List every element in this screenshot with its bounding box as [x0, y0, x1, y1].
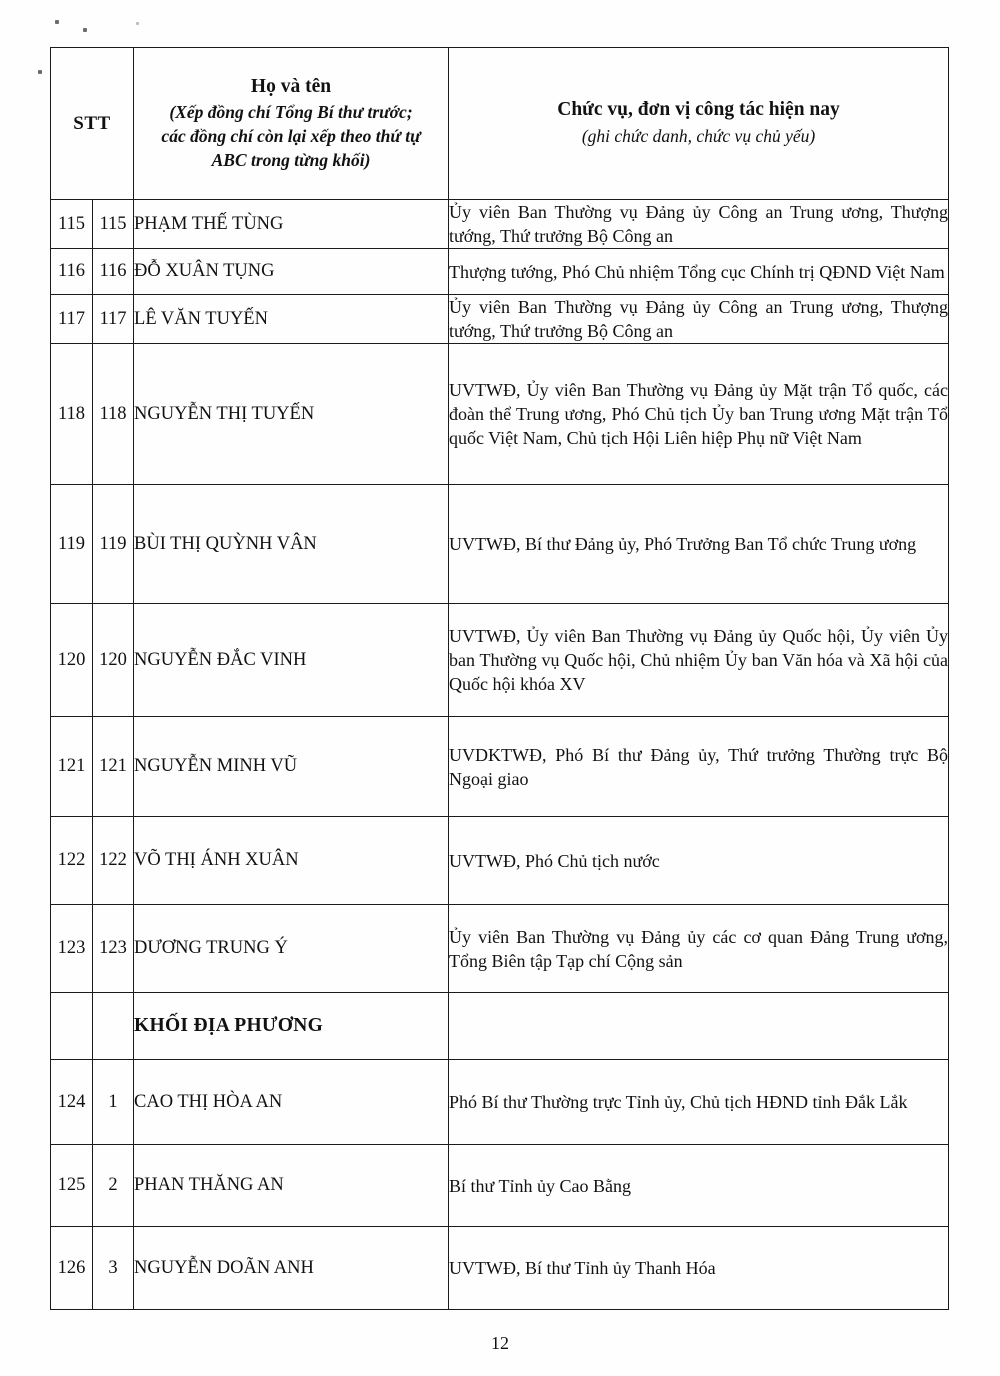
table-row — [51, 905, 949, 993]
section-header-row — [51, 993, 949, 1060]
table-row — [51, 200, 949, 249]
scan-speck — [55, 20, 59, 24]
row-name: ĐỖ XUÂN TỤNG — [134, 249, 449, 295]
row-stt: 125 — [51, 1145, 93, 1227]
table-header-row — [51, 48, 949, 200]
row-number: 3 — [93, 1227, 134, 1310]
table-row — [51, 1227, 949, 1310]
row-stt: 121 — [51, 717, 93, 817]
table-row — [51, 344, 949, 485]
row-name: NGUYỄN DOÃN ANH — [134, 1227, 449, 1310]
table-row — [51, 1060, 949, 1145]
row-name: BÙI THỊ QUỲNH VÂN — [134, 485, 449, 604]
row-number: 2 — [93, 1145, 134, 1227]
header-cell-stt — [51, 48, 134, 200]
row-stt: 124 — [51, 1060, 93, 1145]
scan-speck — [136, 22, 139, 25]
header-role-note: (ghi chức danh, chức vụ chủ yếu) — [581, 126, 816, 147]
row-name: LÊ VĂN TUYẾN — [134, 295, 449, 344]
table-row — [51, 1145, 949, 1227]
table-row — [51, 295, 949, 344]
row-name: NGUYỄN THỊ TUYẾN — [134, 344, 449, 485]
row-role: UVTWĐ, Bí thư Tỉnh ủy Thanh Hóa — [449, 1227, 949, 1310]
table-row — [51, 604, 949, 717]
row-role: Ủy viên Ban Thường vụ Đảng ủy Công an Trung ương, Thượng tướng, Thứ trưởng Bộ Công an — [449, 200, 949, 249]
row-number: 122 — [93, 817, 134, 905]
row-stt: 123 — [51, 905, 93, 993]
row-number: 117 — [93, 295, 134, 344]
row-stt: 116 — [51, 249, 93, 295]
table-row — [51, 717, 949, 817]
row-name: CAO THỊ HÒA AN — [134, 1060, 449, 1145]
row-name: DƯƠNG TRUNG Ý — [134, 905, 449, 993]
row-name: NGUYỄN ĐẮC VINH — [134, 604, 449, 717]
row-stt: 126 — [51, 1227, 93, 1310]
header-cell-name — [134, 48, 449, 200]
row-stt: 122 — [51, 817, 93, 905]
row-role: UVTWĐ, Bí thư Đảng ủy, Phó Trưởng Ban Tổ chức Trung ương — [449, 485, 949, 604]
row-name: PHẠM THẾ TÙNG — [134, 200, 449, 249]
row-role: Phó Bí thư Thường trực Tỉnh ủy, Chủ tịch HĐND tỉnh Đắk Lắk — [449, 1060, 949, 1145]
page-number: 12 — [491, 1333, 509, 1353]
header-name-note-line3: ABC trong từng khối) — [211, 150, 371, 171]
header-role-title: Chức vụ, đơn vị công tác hiện nay — [557, 99, 840, 121]
section-row-stt-empty — [51, 993, 93, 1060]
row-number: 1 — [93, 1060, 134, 1145]
header-cell-role — [449, 48, 949, 200]
row-stt: 119 — [51, 485, 93, 604]
row-number: 116 — [93, 249, 134, 295]
header-name-note-line1: (Xếp đồng chí Tổng Bí thư trước; — [169, 101, 413, 122]
row-role: Ủy viên Ban Thường vụ Đảng ủy Công an Trung ương, Thượng tướng, Thứ trưởng Bộ Công an — [449, 295, 949, 344]
row-number: 115 — [93, 200, 134, 249]
row-stt: 120 — [51, 604, 93, 717]
row-number: 118 — [93, 344, 134, 485]
row-stt: 118 — [51, 344, 93, 485]
row-number: 123 — [93, 905, 134, 993]
header-name-note-line2: các đồng chí còn lại xếp theo thứ tự — [161, 125, 421, 146]
row-stt: 117 — [51, 295, 93, 344]
row-number: 119 — [93, 485, 134, 604]
section-row-role-empty — [449, 993, 949, 1060]
section-row-number-empty — [93, 993, 134, 1060]
header-stt-label: STT — [73, 112, 111, 134]
table-row — [51, 249, 949, 295]
row-role: Thượng tướng, Phó Chủ nhiệm Tổng cục Chính trị QĐND Việt Nam — [449, 249, 949, 295]
row-role: UVDKTWĐ, Phó Bí thư Đảng ủy, Thứ trưởng Thường trực Bộ Ngoại giao — [449, 717, 949, 817]
row-name: PHAN THĂNG AN — [134, 1145, 449, 1227]
table-row — [51, 485, 949, 604]
row-role: Ủy viên Ban Thường vụ Đảng ủy các cơ quan Đảng Trung ương, Tổng Biên tập Tạp chí Cộng sản — [449, 905, 949, 993]
scan-speck — [83, 28, 87, 32]
section-title: KHỐI ĐỊA PHƯƠNG — [134, 993, 449, 1060]
row-number: 120 — [93, 604, 134, 717]
row-role: UVTWĐ, Phó Chủ tịch nước — [449, 817, 949, 905]
scan-speck — [38, 70, 42, 74]
row-role: UVTWĐ, Ủy viên Ban Thường vụ Đảng ủy Quốc hội, Ủy viên Ủy ban Thường vụ Quốc hội, Chủ nhiệm Ủy ban Văn hóa và Xã hội của Quốc hội khóa XV — [449, 604, 949, 717]
personnel-table — [50, 47, 949, 1310]
row-role: Bí thư Tỉnh ủy Cao Bằng — [449, 1145, 949, 1227]
row-name: NGUYỄN MINH VŨ — [134, 717, 449, 817]
row-role: UVTWĐ, Ủy viên Ban Thường vụ Đảng ủy Mặt trận Tổ quốc, các đoàn thể Trung ương, Phó Chủ tịch Ủy ban Trung ương Mặt trận Tổ quốc Việt Nam, Chủ tịch Hội Liên hiệp Phụ nữ Việt Nam — [449, 344, 949, 485]
row-stt: 115 — [51, 200, 93, 249]
table-row — [51, 817, 949, 905]
row-number: 121 — [93, 717, 134, 817]
header-name-title: Họ và tên — [250, 75, 332, 97]
row-name: VÕ THỊ ÁNH XUÂN — [134, 817, 449, 905]
